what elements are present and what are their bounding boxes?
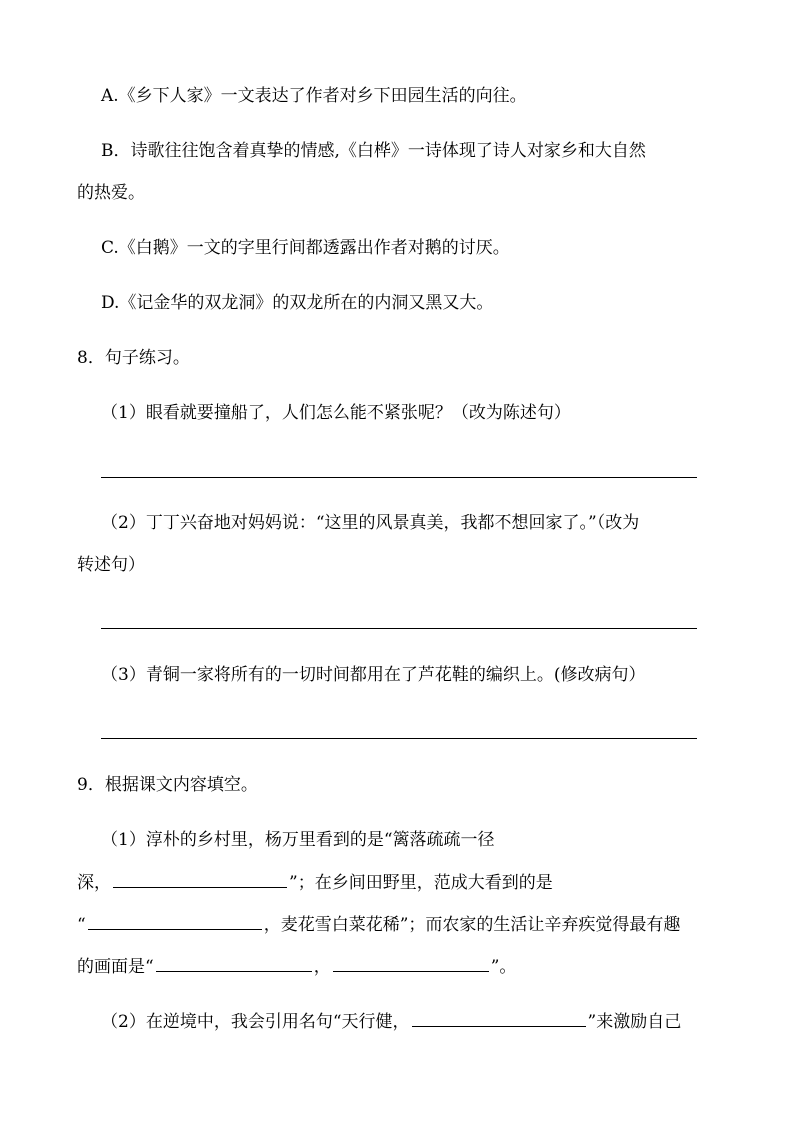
answer-line-1[interactable] xyxy=(101,477,697,478)
answer-line-2[interactable] xyxy=(101,628,697,629)
fill-blank-4[interactable] xyxy=(333,957,489,972)
item2-text-a: （2）在逆境中，我会引用名句“天行健， xyxy=(101,1012,410,1032)
question-9-title: 9．根据课文内容填空。 xyxy=(77,775,258,795)
option-b-line1: B．诗歌往往饱含着真挚的情感,《白桦》一诗体现了诗人对家乡和大自然 xyxy=(101,141,646,161)
option-b-line2: 的热爱。 xyxy=(77,183,145,203)
question-8-item-2-line1: （2）丁丁兴奋地对妈妈说：“这里的风景真美，我都不想回家了。”（改为 xyxy=(101,513,640,533)
fill-blank-2[interactable] xyxy=(88,915,262,930)
line4-text-c: ”。 xyxy=(490,957,517,977)
option-c: C.《白鹅》一文的字里行间都透露出作者对鹅的讨厌。 xyxy=(101,238,510,258)
item2-text-b: ”来激励自己 xyxy=(587,1012,682,1032)
line3-text-b: ，麦花雪白菜花稀”；而农家的生活让辛弃疾觉得最有趣 xyxy=(263,915,681,935)
question-9-item-1-line3 xyxy=(77,915,680,934)
option-a: A.《乡下人家》一文表达了作者对乡下田园生活的向往。 xyxy=(101,86,527,106)
question-8-title: 8．句子练习。 xyxy=(77,348,190,368)
line2-text-a: 深， xyxy=(77,873,111,893)
fill-blank-5[interactable] xyxy=(412,1012,586,1027)
line3-text-a: “ xyxy=(77,915,86,935)
question-9-item-2 xyxy=(101,1012,681,1031)
question-8-item-2-line2: 转述句） xyxy=(77,555,145,575)
question-8-item-1: （1）眼看就要撞船了，人们怎么能不紧张呢？（改为陈述句） xyxy=(101,403,571,423)
question-8-item-3: （3）青铜一家将所有的一切时间都用在了芦花鞋的编织上。(修改病句） xyxy=(101,665,646,685)
line2-text-b: ”；在乡间田野里，范成大看到的是 xyxy=(289,873,553,893)
line4-text-b: ， xyxy=(313,957,331,977)
question-9-item-1-line2 xyxy=(77,873,553,892)
question-9-item-1-line1: （1）淳朴的乡村里，杨万里看到的是“篱落疏疏一径 xyxy=(101,830,495,850)
fill-blank-1[interactable] xyxy=(113,873,287,888)
line4-text-a: 的画面是“ xyxy=(77,957,154,977)
fill-blank-3[interactable] xyxy=(156,957,312,972)
question-9-item-1-line4 xyxy=(77,957,516,976)
option-d: D.《记金华的双龙洞》的双龙所在的内洞又黑又大。 xyxy=(101,293,494,313)
answer-line-3[interactable] xyxy=(101,738,697,739)
